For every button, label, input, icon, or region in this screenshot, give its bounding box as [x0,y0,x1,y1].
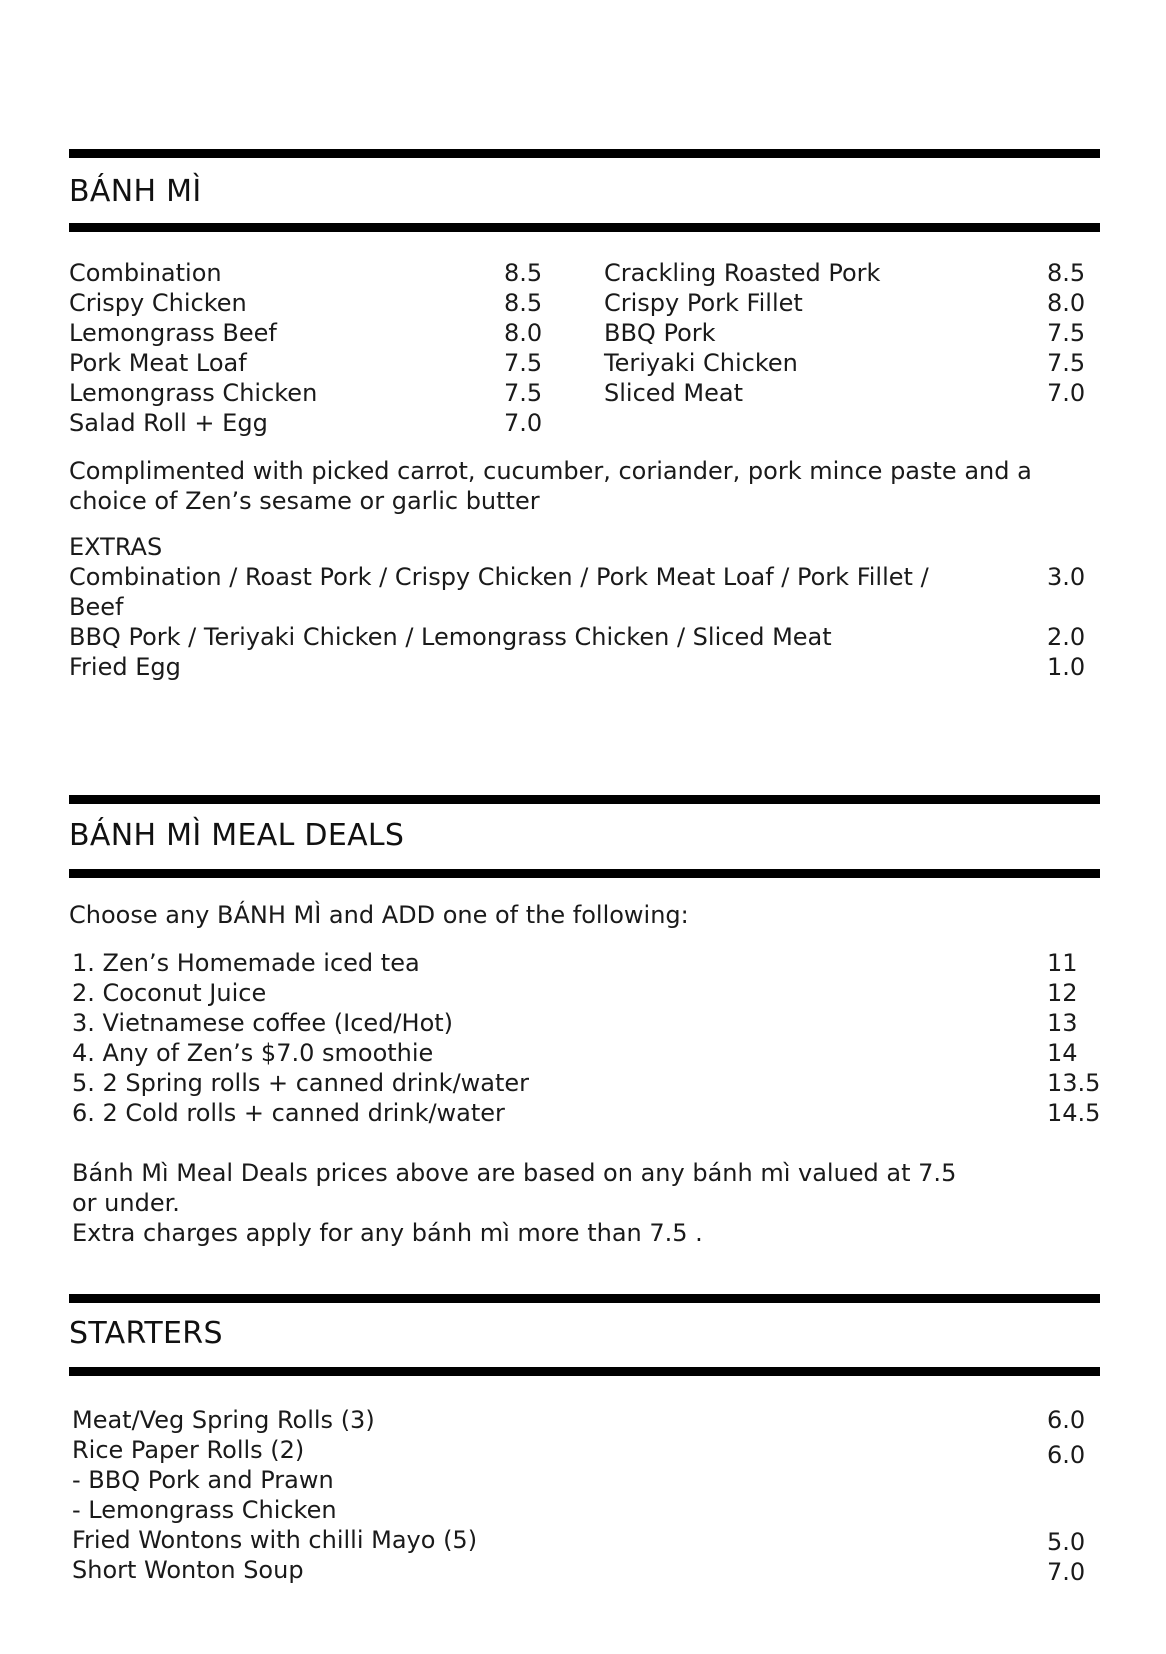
item-name: 2. Coconut Juice [72,979,267,1007]
section-title-banh-mi: BÁNH MÌ [69,174,202,209]
item-price: 7.5 [1047,349,1086,377]
item-price: 8.5 [1047,259,1086,287]
starter-price: 7.0 [1047,1558,1086,1586]
extras-price: 2.0 [1047,623,1086,651]
section-top-rule [69,1294,1100,1303]
meal-deals-note: Extra charges apply for any bánh mì more than 7.5 . [72,1219,703,1247]
menu-item [69,258,549,288]
item-price: 13.5 [1047,1069,1101,1097]
menu-item [604,288,1100,318]
item-name: BBQ Pork [604,319,716,347]
starter-subitem: - BBQ Pork and Prawn [72,1466,334,1494]
starter-price: 6.0 [1047,1441,1086,1469]
meal-deals-intro: Choose any BÁNH MÌ and ADD one of the following: [69,901,689,929]
extras-line: Combination / Roast Pork / Crispy Chicken / Pork Meat Loaf / Pork Fillet / [69,563,929,591]
item-price: 7.0 [1047,379,1086,407]
item-price: 13 [1047,1009,1078,1037]
extras-title: EXTRAS [69,533,163,561]
item-price: 11 [1047,949,1078,977]
item-name: 5. 2 Spring rolls + canned drink/water [72,1069,530,1097]
meal-deals-note: Bánh Mì Meal Deals prices above are based on any bánh mì valued at 7.5 [72,1159,957,1187]
item-name: Lemongrass Beef [69,319,277,347]
menu-item [72,1038,1112,1068]
section-bottom-rule [69,1367,1100,1376]
menu-item [72,1068,1112,1098]
extras-price: 3.0 [1047,563,1086,591]
menu-item [72,978,1112,1008]
item-price: 8.5 [504,289,543,317]
description-line: choice of Zen’s sesame or garlic butter [69,487,540,515]
starter-name: Fried Wontons with chilli Mayo (5) [72,1526,478,1554]
menu-item [69,378,549,408]
section-bottom-rule [69,223,1100,232]
section-title-meal-deals: BÁNH MÌ MEAL DEALS [69,818,405,853]
menu-item [69,408,549,438]
item-name: 6. 2 Cold rolls + canned drink/water [72,1099,505,1127]
menu-item [72,1098,1112,1128]
section-title-starters: STARTERS [69,1316,223,1351]
item-price: 7.5 [504,379,543,407]
menu-item [69,348,549,378]
item-price: 7.0 [504,409,543,437]
extras-line: BBQ Pork / Teriyaki Chicken / Lemongrass Chicken / Sliced Meat [69,623,832,651]
starter-subitem: - Lemongrass Chicken [72,1496,337,1524]
item-price: 8.5 [504,259,543,287]
item-name: 4. Any of Zen’s $7.0 smoothie [72,1039,434,1067]
item-name: Crispy Chicken [69,289,247,317]
item-name: Salad Roll + Egg [69,409,268,437]
section-bottom-rule [69,869,1100,878]
item-price: 7.5 [504,349,543,377]
starter-name: Rice Paper Rolls (2) [72,1436,305,1464]
menu-item [604,348,1100,378]
item-name: Crispy Pork Fillet [604,289,803,317]
item-name: Combination [69,259,222,287]
description-line: Complimented with picked carrot, cucumber, coriander, pork mince paste and a [69,457,1032,485]
item-price: 12 [1047,979,1078,1007]
starter-name: Meat/Veg Spring Rolls (3) [72,1406,375,1434]
item-price: 8.0 [1047,289,1086,317]
extras-line: Fried Egg [69,653,181,681]
section-top-rule [69,149,1100,158]
section-top-rule [69,795,1100,804]
item-price: 14.5 [1047,1099,1101,1127]
item-price: 7.5 [1047,319,1086,347]
menu-item [604,318,1100,348]
menu-item [72,1008,1112,1038]
item-name: 3. Vietnamese coffee (Iced/Hot) [72,1009,454,1037]
item-name: Teriyaki Chicken [604,349,798,377]
item-name: 1. Zen’s Homemade iced tea [72,949,420,977]
item-name: Crackling Roasted Pork [604,259,881,287]
starter-price: 5.0 [1047,1528,1086,1556]
starter-price: 6.0 [1047,1406,1086,1434]
starter-name: Short Wonton Soup [72,1556,304,1584]
item-name: Sliced Meat [604,379,743,407]
meal-deals-note: or under. [72,1189,180,1217]
extras-price: 1.0 [1047,653,1086,681]
extras-line: Beef [69,593,124,621]
menu-item [69,288,549,318]
item-name: Lemongrass Chicken [69,379,318,407]
item-price: 14 [1047,1039,1078,1067]
item-name: Pork Meat Loaf [69,349,247,377]
menu-item [69,318,549,348]
menu-item [72,948,1112,978]
item-price: 8.0 [504,319,543,347]
menu-item [604,258,1100,288]
menu-item [604,378,1100,408]
